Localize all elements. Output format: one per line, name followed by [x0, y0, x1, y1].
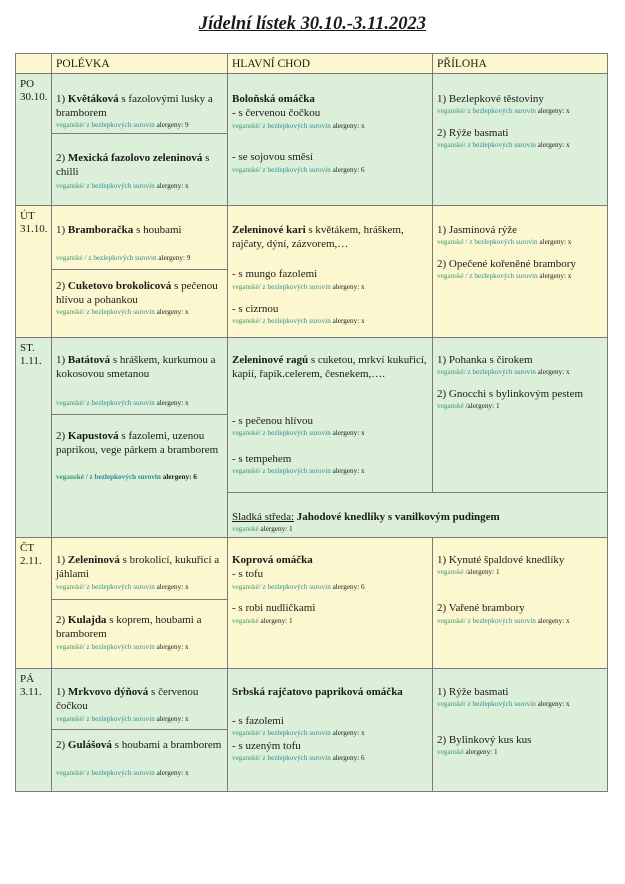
- day-wednesday: ST. 1.11.: [15, 337, 52, 538]
- day-tuesday: ÚT 31.10.: [15, 205, 52, 338]
- tuesday-main: Zeleninové kari s květákem, hráškem, rajčaty, dýní, zázvorem,… - s mungo fazolemi veganské/ z bezlepkových surovin alergeny: x - s cizrnou veganské/ z bezlepkových surovin alergeny: x: [227, 205, 433, 338]
- day-friday: PÁ 3.11.: [15, 668, 52, 792]
- day-thursday: ČT 2.11.: [15, 537, 52, 669]
- page-title: Jídelní lístek 30.10.-3.11.2023: [198, 14, 427, 34]
- tuesday-side: 1) Jasmínová rýže veganské / z bezlepkových surovin alergeny: x 2) Opečené kořeněné brambory veganské / z bezlepkových surovin alergeny: x: [432, 205, 608, 338]
- tuesday-soup-1: 1) Bramboračka s houbami veganské / z bezlepkových surovin alergeny: 9: [51, 205, 228, 270]
- friday-main: Srbská rajčatovo papriková omáčka - s fazolemi veganské/ z bezlepkových surovin alergeny: x - s uzeným tofu veganské/ z bezlepkových surovin alergeny: 6: [227, 668, 433, 792]
- header-soup: POLÉVKA: [51, 53, 228, 74]
- monday-soup-1: 1) Květáková s fazolovými lusky a bramborem veganské/ z bezlepkových surovin alergeny: 9: [51, 73, 228, 134]
- friday-soup-1: 1) Mrkvovo dýňová s červenou čočkou veganské/ z bezlepkových surovin alergeny: x: [51, 668, 228, 730]
- tuesday-soup-2: 2) Cuketovo brokolicová s pečenou hlívou a pohankou veganské/ z bezlepkových surovin alergeny: x: [51, 269, 228, 338]
- friday-soup-2: 2) Gulášová s houbami a bramborem veganské/ z bezlepkových surovin alergeny: x: [51, 729, 228, 792]
- day-monday: PO 30.10.: [15, 73, 52, 206]
- thursday-side: 1) Kynuté špaldové knedlíky veganské /alergeny: 1 2) Vařené brambory veganské/ z bezlepkových surovin alergeny: x: [432, 537, 608, 669]
- friday-side: 1) Rýže basmati veganské/ z bezlepkových surovin alergeny: x 2) Bylinkový kus kus veganské alergeny: 1: [432, 668, 608, 792]
- wednesday-soup-1: 1) Batátová s hráškem, kurkumou a kokosovou smetanou veganské/ z bezlepkových surovin alergeny: x: [51, 337, 228, 415]
- thursday-soup-2: 2) Kulajda s koprem, houbami a bramborem veganské/ z bezlepkových surovin alergeny: x: [51, 599, 228, 669]
- monday-soup-2: 2) Mexická fazolovo zeleninová s chilli veganské/ z bezlepkových surovin alergeny: x: [51, 133, 228, 206]
- header-main: HLAVNÍ CHOD: [227, 53, 433, 74]
- thursday-soup-1: 1) Zeleninová s brokolicí, kukuřicí a jáhlami veganské/ z bezlepkových surovin alergeny: x: [51, 537, 228, 600]
- wednesday-side: 1) Pohanka s čirokem veganské/ z bezlepkových surovin alergeny: x 2) Gnocchi s bylinkovým pestem veganské /alergeny: 1: [432, 337, 608, 493]
- wednesday-soup-2: 2) Kapustová s fazolemi, uzenou paprikou, vege párkem a bramborem veganské / z bezlepkových surovin alergeny: 6: [51, 414, 228, 538]
- thursday-main: Koprová omáčka - s tofu veganské/ z bezlepkových surovin alergeny: 6 - s robi nudličkami veganské alergeny: 1: [227, 537, 433, 669]
- wednesday-sweet: Sladká středa: Jahodové knedlíky s vanilkovým pudingem veganské alergeny: 1: [227, 492, 608, 538]
- monday-side: 1) Bezlepkové těstoviny veganské/ z bezlepkových surovin alergeny: x 2) Rýže basmati veganské/ z bezlepkových surovin alergeny: x: [432, 73, 608, 206]
- header-corner: [15, 53, 52, 74]
- wednesday-main: Zeleninové ragú s cuketou, mrkví kukuřicí, kapií, řapík.celerem, česnekem,…. - s pečenou hlívou veganské/ z bezlepkových surovin alergeny: x - s tempehem veganské/ z bezlepkových surovin alergeny: x: [227, 337, 433, 493]
- monday-main: Boloňská omáčka - s červenou čočkou veganské/ z bezlepkových surovin alergeny: x - se sojovou směsí veganské/ z bezlepkových surovin alergeny: 6: [227, 73, 433, 206]
- header-side: PŘÍLOHA: [432, 53, 608, 74]
